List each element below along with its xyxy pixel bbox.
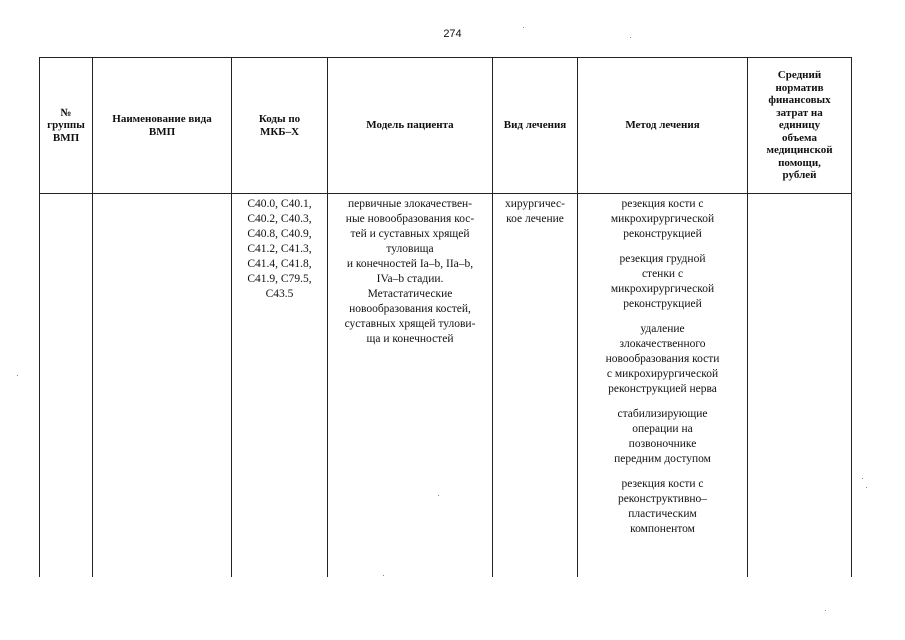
cell-icd-codes: C40.0, C40.1, C40.2, C40.3, C40.8, C40.9, C41.2, C41.3, C41.4, C41.8, C41.9, C79.5, C43.5 bbox=[232, 194, 328, 578]
cell-group-number bbox=[40, 194, 93, 578]
cell-treatment-methods bbox=[578, 194, 748, 578]
cell-average-cost bbox=[748, 194, 852, 578]
header-treatment-method: Метод лечения bbox=[578, 58, 748, 194]
scan-speck bbox=[866, 487, 867, 488]
scan-speck bbox=[523, 27, 524, 28]
scan-speck bbox=[862, 478, 863, 479]
header-icd-codes: Коды по МКБ–X bbox=[232, 58, 328, 194]
treatment-method-item: удаление злокачественного новообразования кости с микрохирургической реконструкцией нерва bbox=[605, 323, 720, 395]
cell-vmp-name bbox=[93, 194, 232, 578]
cell-treatment-type: хирургичес- кое лечение bbox=[493, 194, 578, 578]
vmp-table bbox=[39, 57, 852, 577]
scan-speck bbox=[438, 495, 439, 496]
table-header-row bbox=[40, 58, 852, 194]
header-group-number: № группы ВМП bbox=[40, 58, 93, 194]
header-patient-model: Модель пациента bbox=[328, 58, 493, 194]
scan-speck bbox=[825, 610, 826, 611]
treatment-method-item: резекция кости с микрохирургической реконструкцией bbox=[610, 198, 715, 240]
header-vmp-name: Наименование вида ВМП bbox=[93, 58, 232, 194]
header-treatment-type: Вид лечения bbox=[493, 58, 578, 194]
treatment-method-item: резекция кости с реконструктивно– пластическим компонентом bbox=[617, 478, 708, 535]
scan-speck bbox=[630, 37, 631, 38]
treatment-method-item: резекция грудной стенки с микрохирургической реконструкцией bbox=[610, 253, 715, 310]
treatment-method-item: стабилизирующие операции на позвоночнике передним доступом bbox=[614, 408, 711, 465]
table-row bbox=[40, 194, 852, 578]
scan-speck bbox=[17, 375, 18, 376]
page-number: 274 bbox=[443, 28, 462, 40]
header-average-cost: Средний норматив финансовых затрат на единицу объема медицинской помощи, рублей bbox=[748, 58, 852, 194]
scan-speck bbox=[383, 575, 384, 576]
cell-patient-model: первичные злокачествен- ные новообразования кос- тей и суставных хрящей туловища и конечностей Ia–b, IIa–b, IVa–b стадии. Метастатические новообразования костей, суставных хрящей тулови- ща и конечностей bbox=[328, 194, 493, 578]
